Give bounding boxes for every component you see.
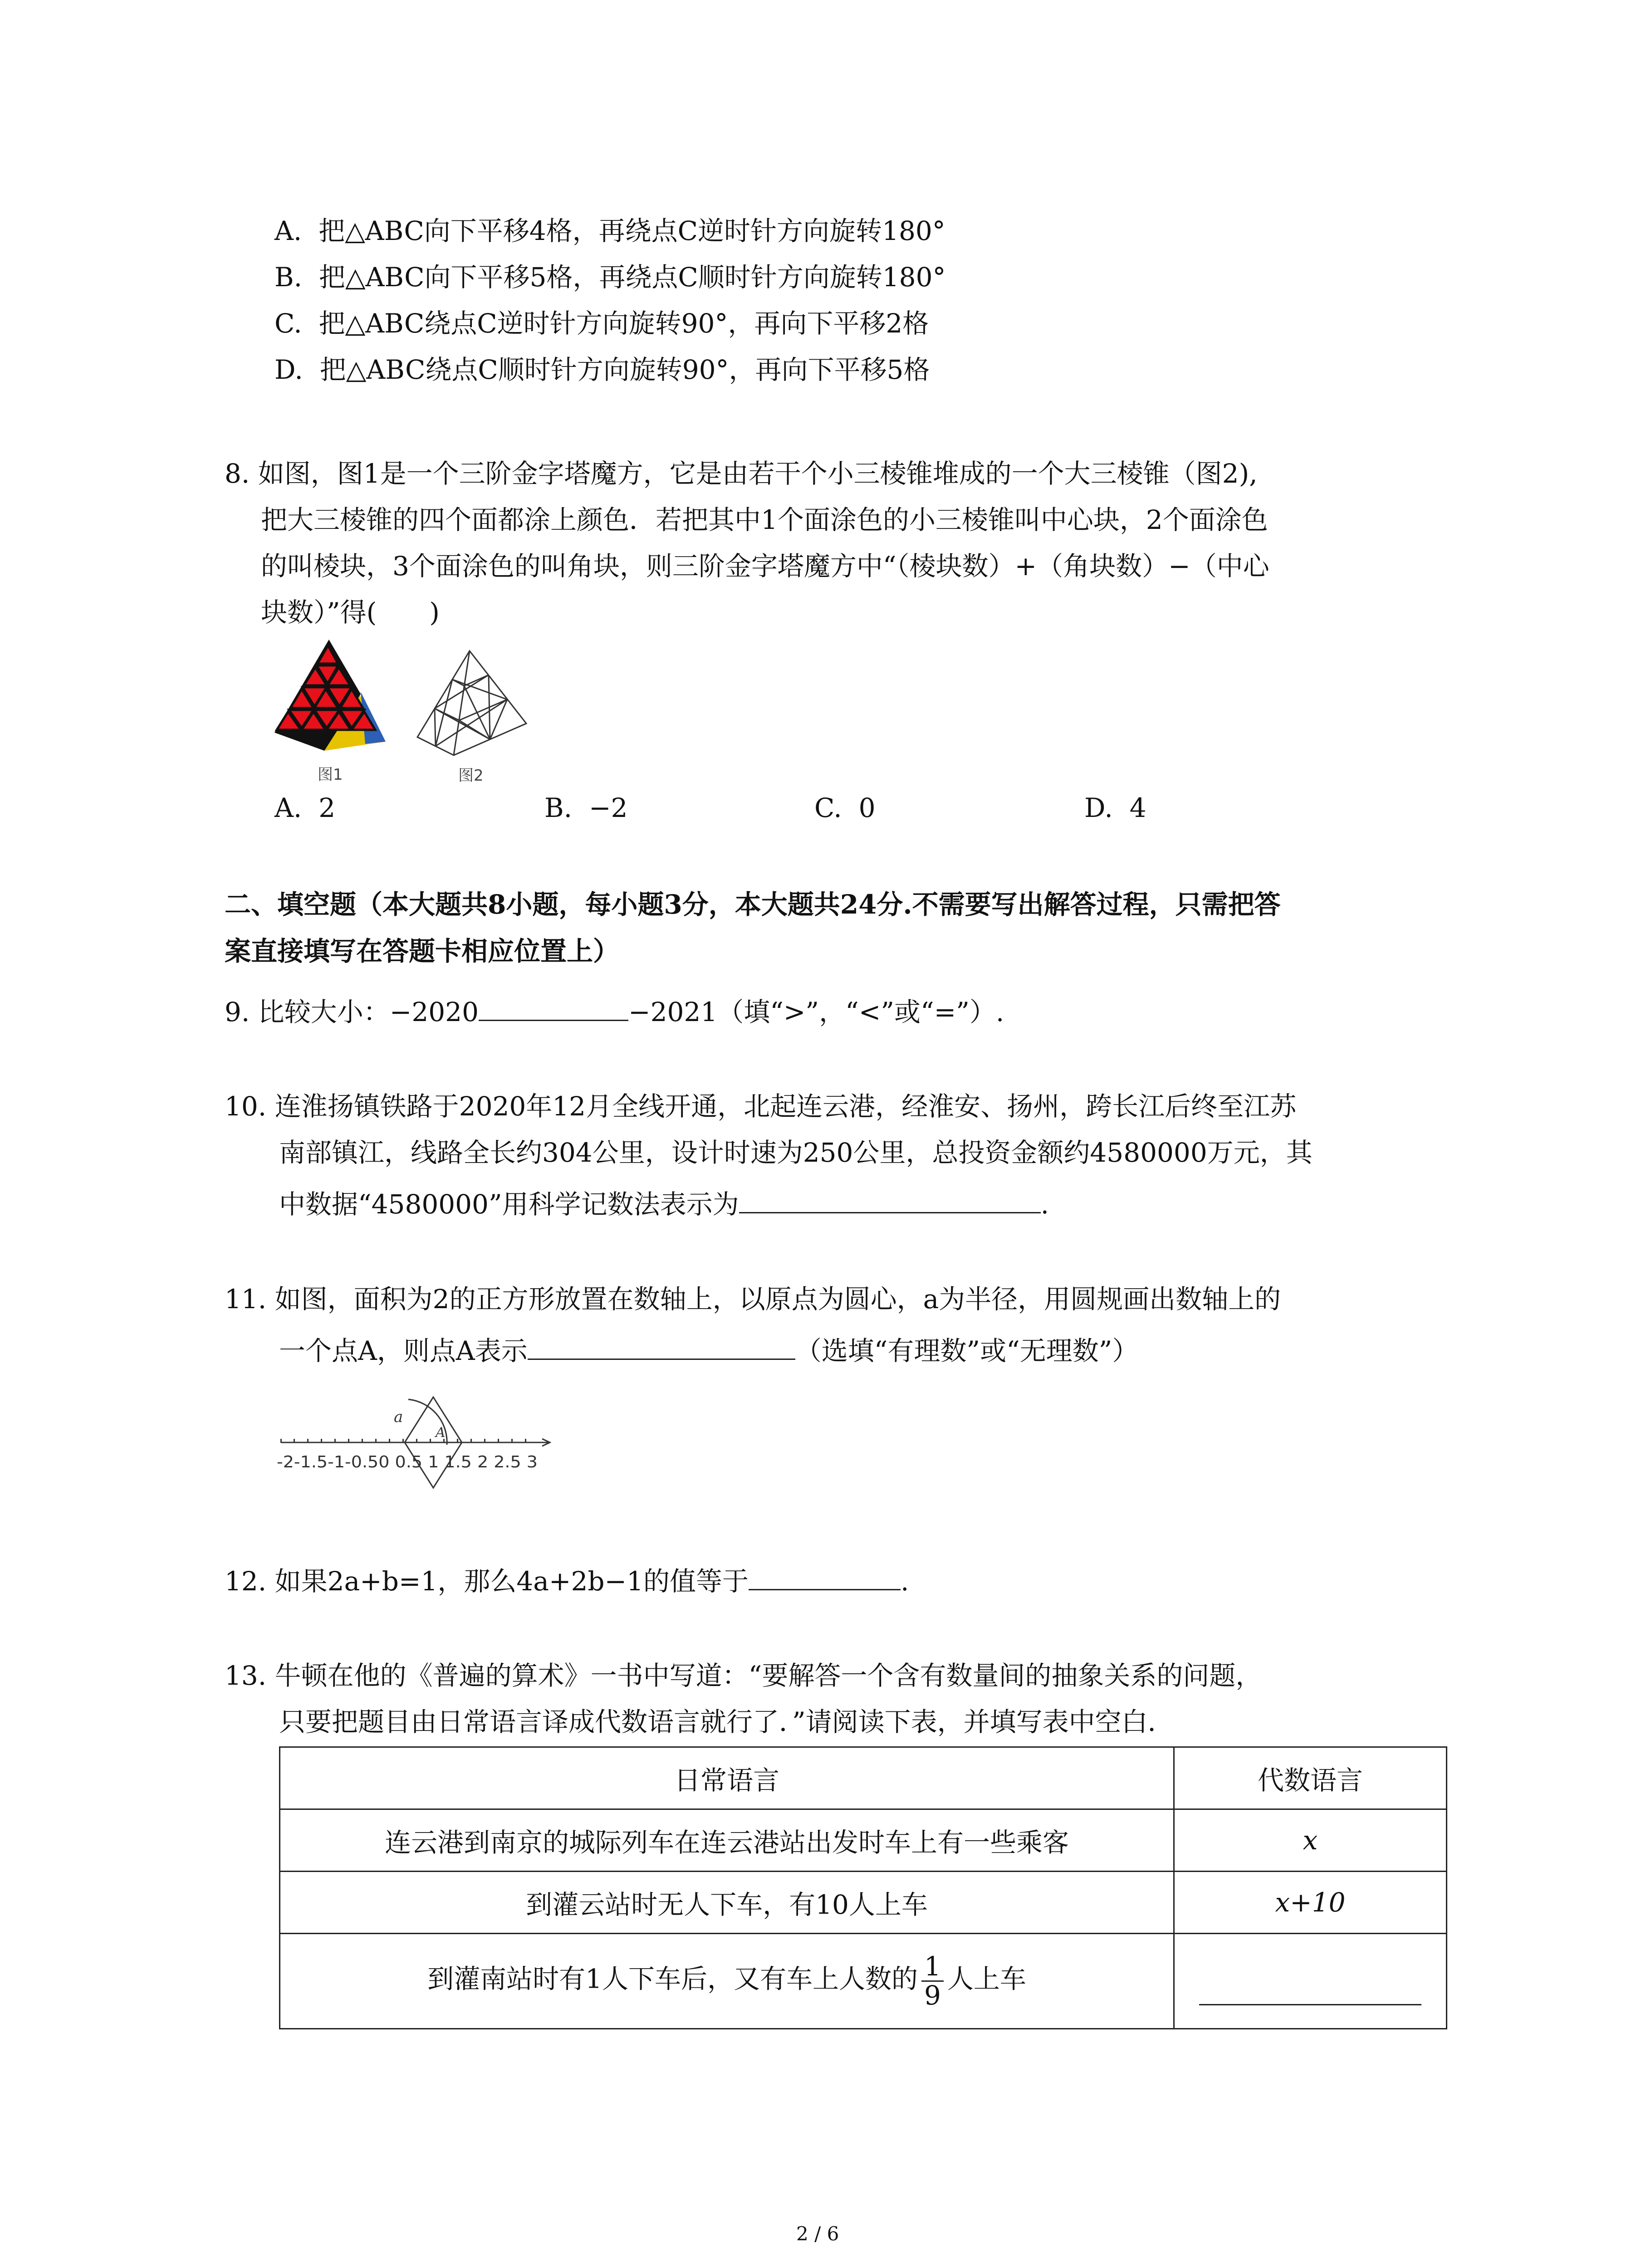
language-table xyxy=(279,1746,1447,2029)
q7-option-b: B. 把△ABC向下平移5格，再绕点C顺时针方向旋转180° xyxy=(274,262,946,293)
q11-line-2: 一个点A，则点A表示 （选填“有理数”或“无理数”） xyxy=(279,1332,1138,1364)
table-header-cell: 代数语言 xyxy=(1174,1747,1447,1809)
table-row xyxy=(280,1809,1447,1872)
figure-1-caption: 图1 xyxy=(318,766,343,784)
table-cell: 到灌南站时有1人下车后，又有车上人数的 $\frac{1}{9}$ 人上车 xyxy=(280,1934,1174,2029)
table-header-cell: 日常语言 xyxy=(280,1747,1174,1809)
q10-line-2: 南部镇江，线路全长约304公里，设计时速为250公里，总投资金额约4580000万元，其 xyxy=(279,1137,1313,1168)
q11-line-1: 11. 如图，面积为2的正方形放置在数轴上，以原点为圆心，a为半径，用圆规画出数轴上的 xyxy=(225,1284,1281,1315)
q12-answer-blank[interactable] xyxy=(749,1563,901,1590)
table-cell: x+10 xyxy=(1174,1872,1447,1934)
q8-line-3: 的叫棱块，3个面涂色的叫角块，则三阶金字塔魔方中“（棱块数）+（角块数）−（中心 xyxy=(261,551,1269,582)
q13-line-2: 只要把题目由日常语言译成代数语言就行了．”请阅读下表，并填写表中空白． xyxy=(279,1706,1174,1737)
q8-option-c: C. 0 xyxy=(814,792,876,823)
table-cell: 到灌云站时无人下车，有10人上车 xyxy=(280,1872,1174,1934)
section-2-heading-line-2: 案直接填写在答题卡相应位置上） xyxy=(225,936,620,967)
table-header-row xyxy=(280,1747,1447,1809)
number-line-tick-labels: -2-1.5-1-0.50 0.5 1 1.5 2 2.5 3 xyxy=(277,1453,538,1471)
q9: 9. 比较大小：−2020 −2021（填“>”，“<”或“=”）. xyxy=(225,993,1004,1025)
page-number: 2 / 6 xyxy=(796,2223,839,2245)
table-row xyxy=(280,1934,1447,2029)
q8-line-4: 块数）”得( ) xyxy=(261,597,440,628)
q10-line-3: 中数据“4580000”用科学记数法表示为 . xyxy=(279,1186,1049,1217)
fraction: $\frac{1}{9}$ xyxy=(921,1953,944,2009)
pyramid-wireframe-figure-2 xyxy=(415,646,533,758)
q8-line-2: 把大三棱锥的四个面都涂上颜色．若把其中1个面涂色的小三棱锥叫中心块，2个面涂色 xyxy=(261,504,1268,535)
q7-option-d: D. 把△ABC绕点C顺时针方向旋转90°，再向下平移5格 xyxy=(274,354,930,385)
q13-answer-blank[interactable] xyxy=(1199,1978,1421,2005)
q11-answer-blank[interactable] xyxy=(528,1332,795,1360)
label-a: a xyxy=(394,1408,403,1426)
label-point-a: A xyxy=(436,1425,446,1441)
table-cell: x xyxy=(1174,1809,1447,1872)
table-cell-answer xyxy=(1174,1934,1447,2029)
q8-line-1: 8. 如图，图1是一个三阶金字塔魔方，它是由若干个小三棱锥堆成的一个大三棱锥（图2), xyxy=(225,458,1258,489)
table-row xyxy=(280,1872,1447,1934)
q13-line-1: 13. 牛顿在他的《普遍的算术》一书中写道：“要解答一个含有数量间的抽象关系的问题， xyxy=(225,1660,1262,1691)
table-cell: 连云港到南京的城际列车在连云港站出发时车上有一些乘客 xyxy=(280,1809,1174,1872)
q8-option-a: A. 2 xyxy=(274,792,336,823)
q7-option-a: A. 把△ABC向下平移4格，再绕点C逆时针方向旋转180° xyxy=(274,215,945,246)
q9-answer-blank[interactable] xyxy=(479,993,628,1021)
pyramid-cube-figure-1 xyxy=(270,637,392,755)
q8-option-b: B. −2 xyxy=(544,792,628,823)
q8-option-d: D. 4 xyxy=(1084,792,1146,823)
q7-option-c: C. 把△ABC绕点C逆时针方向旋转90°，再向下平移2格 xyxy=(274,308,929,339)
q10-answer-blank[interactable] xyxy=(739,1186,1041,1213)
number-line-figure xyxy=(272,1377,563,1513)
section-2-heading-line-1: 二、填空题（本大题共8小题，每小题3分，本大题共24分.不需要写出解答过程，只需把答 xyxy=(225,889,1281,920)
figure-2-caption: 图2 xyxy=(458,767,484,785)
q12: 12. 如果2a+b=1，那么4a+2b−1的值等于 . xyxy=(225,1563,909,1594)
q10-line-1: 10. 连淮扬镇铁路于2020年12月全线开通，北起连云港，经淮安、扬州，跨长江后终至江苏 xyxy=(225,1091,1297,1122)
